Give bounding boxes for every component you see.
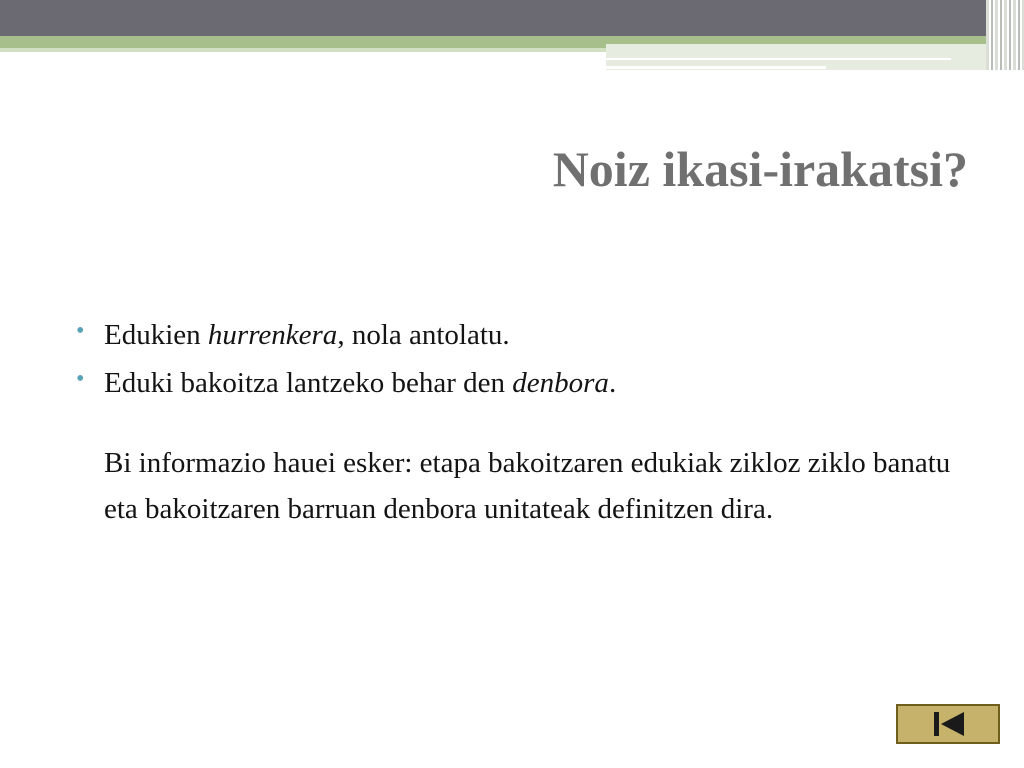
bullet-text: . — [608, 366, 617, 399]
bullet-text: Edukien — [104, 319, 208, 351]
skip-to-start-icon — [898, 706, 998, 742]
bullet-emphasis: denbora — [512, 366, 609, 399]
first-slide-button[interactable] — [896, 704, 1000, 744]
bullet-item — [76, 312, 956, 360]
header-tab-line — [606, 66, 826, 69]
body-paragraph: Bi informazio hauei esker: etapa bakoitzaren edukiak zikloz ziklo banatu eta bakoitzaren barruan denbora unitateak definitzen dira. — [104, 446, 951, 526]
header-band-green-light — [0, 48, 606, 52]
header-band-dark — [0, 0, 1024, 36]
slide-title: Noiz ikasi-irakatsi? — [552, 141, 968, 197]
slide-content — [76, 312, 956, 532]
bullet-text: , nola antolatu. — [337, 319, 510, 351]
bullet-emphasis: hurrenkera — [207, 319, 338, 351]
bullet-dot-icon: • — [76, 365, 85, 392]
header-stripes — [986, 0, 1024, 70]
bullet-dot-icon: • — [76, 318, 85, 344]
header-tab-line — [606, 58, 951, 60]
bullet-text: Eduki bakoitza lantzeko behar den — [104, 366, 513, 399]
bullet-item — [76, 360, 956, 408]
